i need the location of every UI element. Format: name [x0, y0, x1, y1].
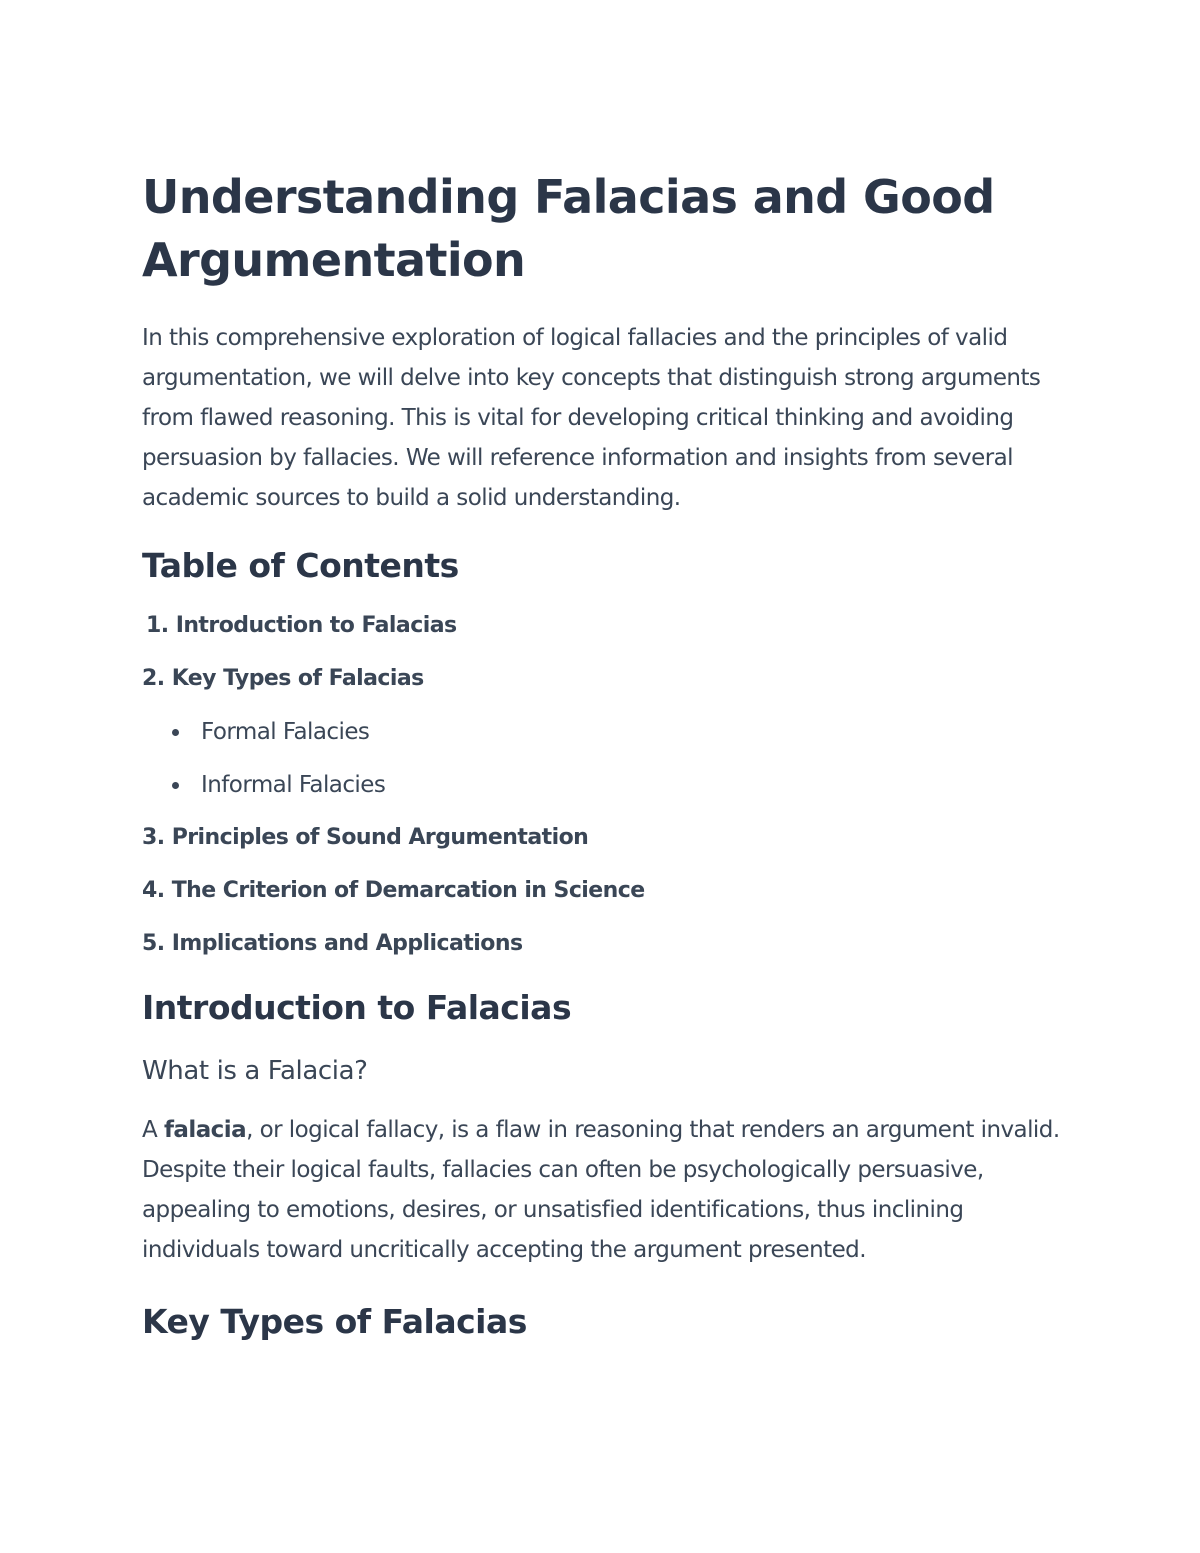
bullet-icon — [172, 782, 179, 789]
toc-subitem-label: Formal Falacies — [201, 719, 370, 745]
document-page — [142, 166, 1072, 1344]
toc-subitem-label: Informal Falacies — [201, 772, 386, 798]
table-of-contents — [142, 612, 1072, 958]
toc-item-label: The Criterion of Demarcation in Science — [171, 878, 645, 903]
toc-item[interactable] — [142, 930, 1072, 958]
toc-item-number: 4. — [142, 878, 165, 903]
document-title: Understanding Falacias and Good Argumentation — [142, 170, 995, 287]
definition-text: , or logical fallacy, is a flaw in reasoning that renders an argument invalid. Despite their logical faults, fallacies can often be psychologically persuasive, appealing to emotions, desires, or unsatisfied identifications, thus inclining individuals toward uncritically accepting the argument presented. — [142, 1117, 1060, 1263]
toc-item[interactable] — [142, 824, 1072, 852]
toc-item-number: 1. — [146, 613, 169, 638]
definition-prefix: A — [142, 1117, 164, 1143]
toc-item[interactable] — [142, 612, 1072, 640]
section-heading-introduction: Introduction to Falacias — [142, 988, 572, 1027]
section-heading-key-types: Key Types of Falacias — [142, 1302, 527, 1341]
toc-item-number: 5. — [142, 931, 165, 956]
toc-item[interactable] — [142, 877, 1072, 905]
toc-subitem[interactable] — [170, 718, 1072, 746]
toc-item[interactable] — [142, 665, 1072, 799]
bullet-icon — [172, 729, 179, 736]
toc-heading: Table of Contents — [142, 546, 459, 585]
definition-paragraph — [142, 1110, 1072, 1270]
toc-subitem[interactable] — [170, 771, 1072, 799]
subsection-heading-what-is: What is a Falacia? — [142, 1056, 368, 1086]
definition-term: falacia — [163, 1117, 247, 1143]
toc-item-label: Introduction to Falacias — [175, 613, 457, 638]
toc-item-label: Key Types of Falacias — [171, 666, 424, 691]
toc-item-number: 3. — [142, 825, 165, 850]
toc-item-number: 2. — [142, 666, 165, 691]
toc-item-label: Principles of Sound Argumentation — [171, 825, 589, 850]
intro-paragraph: In this comprehensive exploration of logical fallacies and the principles of valid argumentation, we will delve into key concepts that distinguish strong arguments from flawed reasoning. This is vital for developing critical thinking and avoiding persuasion by fallacies. We will reference information and insights from several academic sources to build a solid understanding. — [142, 325, 1041, 511]
toc-item-label: Implications and Applications — [171, 931, 523, 956]
toc-sublist — [142, 718, 1072, 799]
